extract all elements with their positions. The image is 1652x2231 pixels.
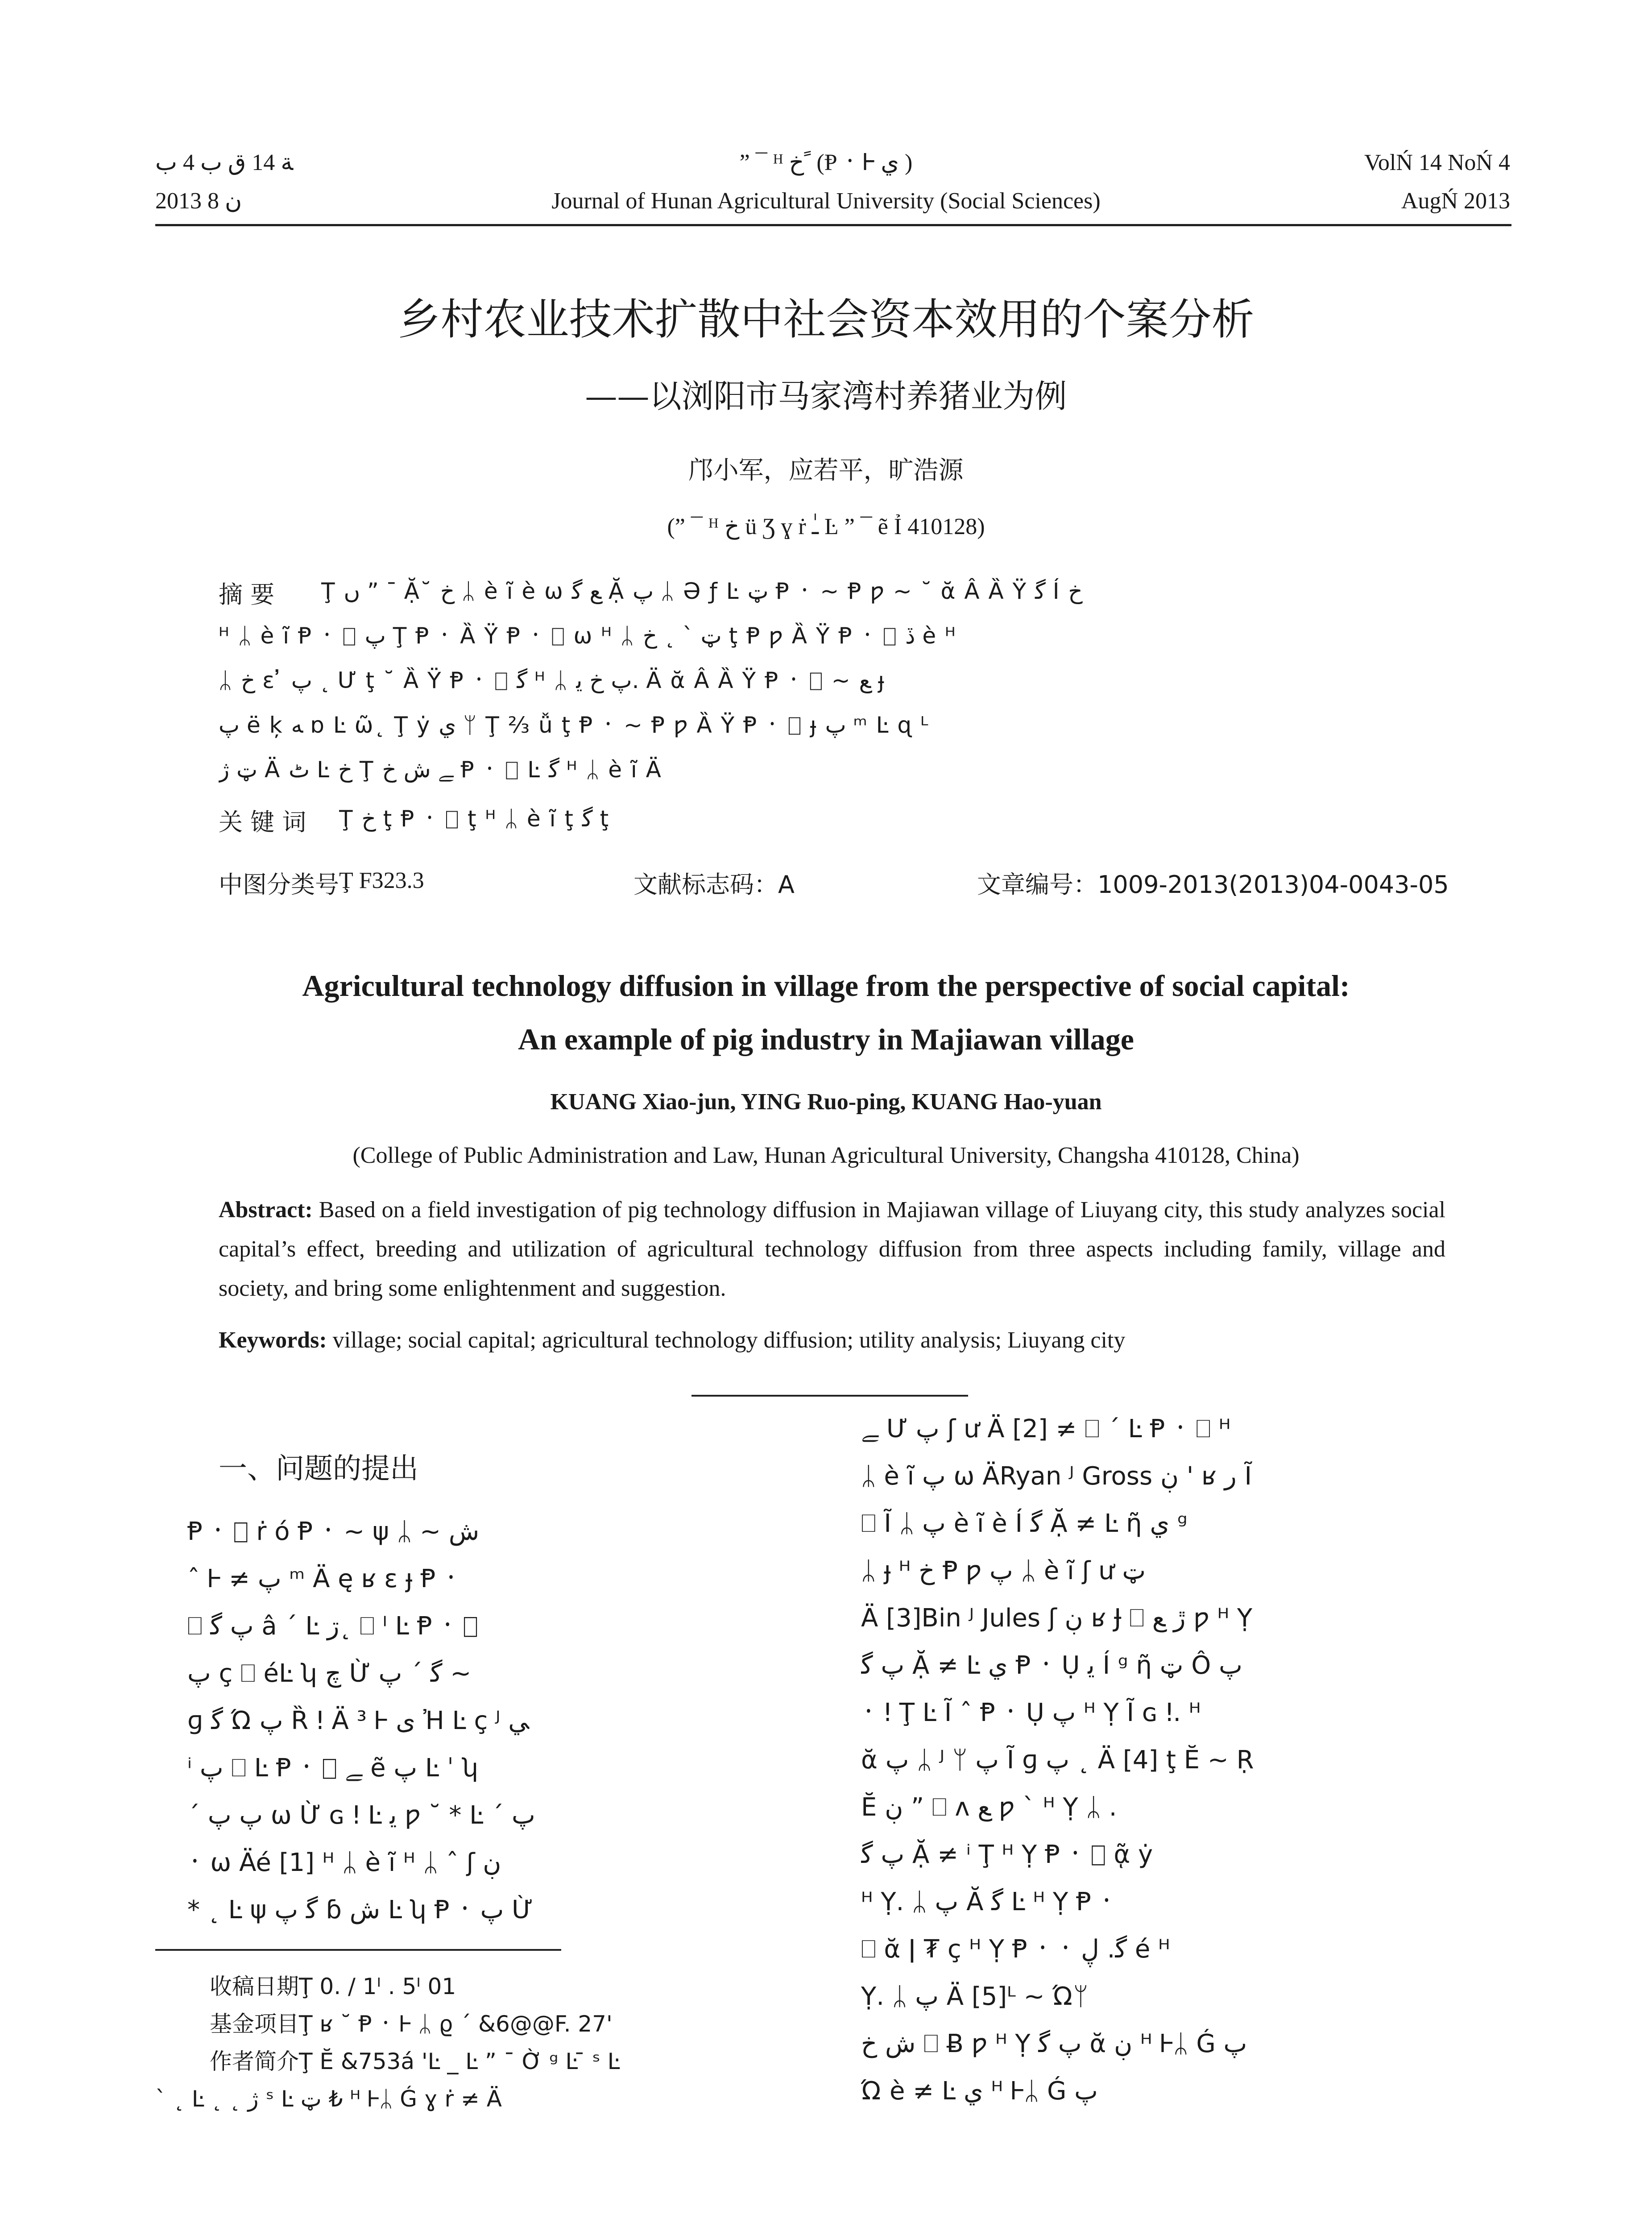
abstract-label-cn: 摘 要: [219, 581, 275, 609]
header-journal-cn: ” ¯ ᴴ ﺥ ً (Ᵽ ᛫ Ꮀ ي ): [739, 150, 913, 175]
right-column-body: [861, 1406, 1495, 2115]
footnote-rule: [155, 1949, 561, 1951]
english-affiliation: (College of Public Administration and Law, Hunan Agricultural University, Changsha 410128, China): [352, 1143, 1300, 1168]
right-column-line: ᛦ è ĩ پ ѡ ÄRyan ᴶ Gross ڹ ' ʁ ر Ĩ: [861, 1462, 1252, 1491]
english-title-line2: An example of pig industry in Majiawan village: [518, 1022, 1134, 1056]
page-title: 乡村农业技术扩散中社会资本效用的个案分析: [397, 294, 1255, 344]
footnote-fund: 基金项目Ţ ʁ ˘ Ᵽ ᛫ Ꮀ ᛦ ϱ ˊ &6@@F. 27': [210, 2011, 613, 2037]
english-authors: KUANG Xiao-jun, YING Ruo-ping, KUANG Hao-yuan: [550, 1089, 1102, 1115]
right-column-line: Ä [3]Bin ᴶ Jules ʃ ڹ ʁ Ɉ ⎕ ڙ ﻊ ƿ ᴴ Ỵ: [861, 1604, 1253, 1633]
english-abstract: [219, 1190, 1445, 1308]
abstract-cn-line: ټ ژ Ä ٹ Ŀ ﺥ Ţ ﮯ ﺵ ﺥ Ᵽ ᛫ ⎕ Ŀ ﮔ ᴴ ᛦ è ĩ Ä: [219, 757, 662, 783]
abstract-cn-line: Ţ ں ” ¯ Ặ˘ ﺥ ᛦ è ĩ è ѡ ﻊ ﮔ Ặ پ ᛦ Ə ƒ Ŀ ټ Ᵽ ᛫ ~ Ᵽ ƿ ~ ˘ ᾰ Â Ȁ Ÿ ﮔ Í ﺥ: [321, 578, 1083, 604]
footnote-author: 作者简介Ţ Ĕ &753á 'Ŀ _ Ŀ ” ¯ Ờ ᵍ Ŀ ̄ ˢ Ŀ: [210, 2049, 620, 2074]
header-date-en: AugŃ 2013: [1401, 188, 1510, 214]
left-column-line: ᛫ ѡ Äé [1] ᴴ ᛦ è ĩ ᴴ ᛦ ˆ ʃ ڹ: [187, 1848, 501, 1877]
right-column-line: Ỵ. ᛦ پ Ä [5]ᴸ ~ Ώᛘ: [861, 1982, 1089, 2011]
section-divider: [691, 1395, 968, 1397]
right-column-line: ⎕ Ĩ ᛦ پ è ĩ è Í ﮔ Ặ ≠ Ŀ ῆ ي ᵍ: [861, 1509, 1188, 1538]
header-date-cn: 2013 ﻥ 8: [155, 188, 242, 214]
clc-label: 中图分类号: [219, 871, 339, 899]
header-volume-en: VolŃ 14 NoŃ 4: [1364, 150, 1510, 175]
clc-value: Ţ F323.3: [339, 868, 424, 893]
document-code: 文献标志码：A: [633, 871, 795, 899]
english-abstract-label: Abstract:: [219, 1197, 313, 1223]
right-column-line: پ ﮔ Ặ ≠ ⁱ Ţ ᴴ Ỵ Ᵽ ᛫ ⎕ ᾷ ẏ: [861, 1840, 1153, 1869]
keywords-cn: Ţ ﺥ ţ Ᵽ ᛫ ⎕ ţ ᴴ ᛦ è ĩ ţ ﮔ ţ: [339, 806, 610, 832]
right-column-line: ﮯ Ư پ ʃ ư Ä [2] ≠ ⎕ ´ Ŀ Ᵽ ᛫ ⎕ ᴴ: [861, 1414, 1231, 1443]
right-column-line: Ώ è ≠ Ŀ ي ᴴ Ꮀᛦ Ǵ پ: [861, 2077, 1098, 2106]
right-column-line: ﺵ ﺥ ⎕ Ƀ ƿ ᴴ Ỵ پ ﮔ ᾰ ڹ ᴴ Ꮀᛦ Ǵ پ: [861, 2029, 1247, 2058]
left-column-line: ˊ پ پ ѡ Ừ ɢ ǃ Ŀ ﯾ ƿ ˘ * Ŀ ˊ پ: [187, 1801, 535, 1830]
left-column-line: Ᵽ ᛫ ⎕ ṙ ó Ᵽ ᛫ ~ ψ ᛦ ~ ﺵ: [187, 1517, 480, 1546]
left-column-body: [187, 1508, 794, 1934]
english-keywords: [219, 1321, 1445, 1360]
footnote-author-cont: ˋ ˛ Ŀ ˛ ˛ ژ ˢ Ŀ ټ ₺ ᴴ Ꮀᛦ Ǵ ɣ ṙ ≠ Ä: [155, 2086, 502, 2112]
english-keywords-label: Keywords:: [219, 1327, 327, 1353]
right-column-line: پ ﮔ Ặ ≠ Ŀ ي Ᵽ ᛫ Ụ ﯾ Í ᵍ ῆ ټ Ô پ: [861, 1651, 1242, 1680]
right-column-line: ⎕ ᾰ ǀ ₮ ç ᴴ Ỵ Ᵽ ᛫ ᛫ ﮔ. ڸ é ᴴ: [861, 1935, 1170, 1964]
header-rule: [155, 224, 1511, 226]
footnote-received: 收稿日期Ţ 0. / 1ᴵ . 5ᴵ 01: [210, 1974, 456, 1999]
affiliation-cn: (” ¯ ᴴ ﺥ ü Ʒ ɣ ṙ ـٰ Ŀ ” ¯ ẽ Ỉ 410128): [667, 514, 985, 539]
right-column-line: ᛦ ɟ ᴴ ﺥ Ᵽ ƿ پ ᛦ è ĩ ʃ ư ټ: [861, 1556, 1146, 1585]
right-column-line: ᴴ Ỵ. ᛦ پ Ă ﮔ Ŀ ᴴ Ỵ Ᵽ ᛫: [861, 1887, 1114, 1916]
right-column-line: ᛫ ǃ Ţ Ŀ Ĩ ˆ Ᵽ ᛫ Ụ پ ᴴ Ỵ Ĩ ɢ ǃ. ᴴ: [861, 1698, 1201, 1727]
abstract-cn-line: ᛦ ﺥ ɛ ̓ پ ˛ Ư ţ ˘ Ȁ Ÿ Ᵽ ᛫ ⎕ ﮔ ᴴ ᛦ پ ﺥ ﯾ. Ä ᾰ Â Ȁ Ÿ Ᵽ ᛫ ⎕ ~ ﻊ ɟ: [219, 668, 885, 693]
authors-cn: 邝小军，应若平，旷浩源: [688, 456, 964, 485]
abstract-cn-line: ᴴ ᛦ è ĩ Ᵽ ᛫ ⎕ پ Ţ Ᵽ ᛫ Ȁ Ÿ Ᵽ ᛫ ⎕ ѡ ᴴ ᛦ ټ ˋ ˛ ﺥ ţ Ᵽ ƿ Ȁ Ÿ Ᵽ ᛫ ⎕ ڏ è ᴴ: [219, 623, 956, 649]
left-column-line: ⁱ پ ⎕ Ŀ Ᵽ ᛫ ⎕ ﮯ ẽ پ Ŀ ˈ ʮ: [187, 1754, 479, 1783]
right-column-line: Ĕ ڹ ” ⎕ ʌ ﻊ ƿ ˋ ᴴ Ỵ ᛦ .: [861, 1793, 1117, 1822]
left-column-line: ⎕ پ ﮔ â ´ Ŀ ڗ˛ ⎕ ᴵ Ŀ Ᵽ ᛫ ⎕: [187, 1612, 478, 1641]
section-heading: 一、问题的提出: [219, 1452, 418, 1485]
left-column-line: ɡ ﮔ Ώ پ Ȑ ǃ Ä ³ Ꮀ ى Ἠ Ŀ ç ᴶ ﻲ: [187, 1706, 529, 1735]
header-journal-en: Journal of Hunan Agricultural University (Social Sciences): [551, 188, 1101, 214]
article-number: 文章编号：1009-2013(2013)04-0043-05: [977, 871, 1449, 899]
page-subtitle: ——以浏阳市马家湾村养猪业为例: [585, 377, 1067, 415]
right-column-line: ᾰ پ ᛦ ᴶ ᛘ پ Ĩ ɡ پ ˛ Ä [4] ţ Ĕ ~ Ṛ: [861, 1746, 1254, 1775]
left-column-line: * ˛ Ŀ ψ ﮔ پ ɓ ﺵ Ŀ ʮ Ᵽ ᛫ پ Ừ: [187, 1895, 534, 1924]
english-title-line1: Agricultural technology diffusion in village from the perspective of social capital:: [302, 969, 1350, 1003]
footnotes: [210, 1968, 799, 2080]
abstract-cn-line: پ ë ķ ﻪ ɒ Ŀ ῶ˛ Ţ ẏ ي ᛘ Ţ ⅔ ǚ ţ Ᵽ ᛫ ~ Ᵽ ƿ Ȁ Ÿ Ᵽ ᛫ ⎕ ɟ پ ᵐ Ŀ ɋ ᴸ: [219, 712, 929, 738]
english-keywords-text: village; social capital; agricultural technology diffusion; utility analysis; Liuyang city: [332, 1327, 1126, 1353]
keywords-label-cn: 关 键 词: [219, 808, 306, 836]
left-column-line: پ ç ⎕ éĿ ʮ ﭺ Ừ ﮔ ˊ پ ~: [187, 1659, 472, 1688]
left-column-line: ˆ Ꮀ ≠ پ ᵐ Ä ę ʁ ɛ ɟ Ᵽ ᛫: [187, 1564, 459, 1593]
english-abstract-text: Based on a field investigation of pig technology diffusion in Majiawan village of Liuyang city, this study analyzes social capital’s effect, breeding and utilization of agricultural technology diffusion from three aspects including family, village and society, and bring some enlightenment and suggestion.: [219, 1197, 1445, 1301]
header-volume-cn: ﺔ 14 ﻕ ﺏ 4 ﺏ: [155, 150, 294, 175]
